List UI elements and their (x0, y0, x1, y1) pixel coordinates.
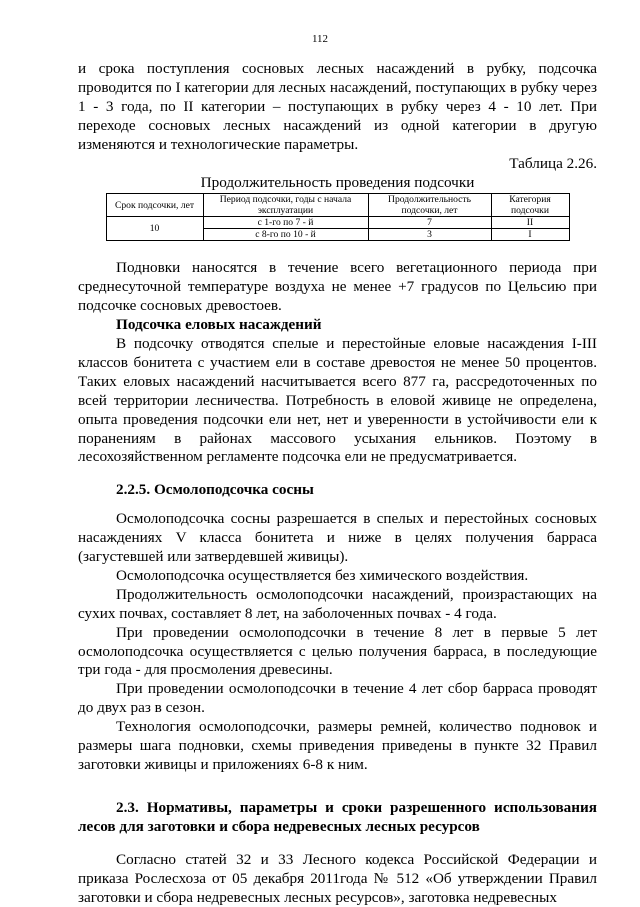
paragraph: При проведении осмолоподсочки в течение 8 лет в первые 5 лет осмолоподсочка осуществляется с целью получения барраса, в последующие три года - для просмоления древесины. (78, 623, 597, 679)
table-header-row (106, 194, 569, 217)
table-cell-duration: 7 (368, 217, 491, 229)
table-header-cell: Период подсочки, годы с начала эксплуатации (203, 194, 368, 217)
table-cell-duration: 3 (368, 229, 491, 241)
table-title: Продолжительность проведения подсочки (200, 174, 475, 192)
paragraph: Технология осмолоподсочки, размеры ремней, количество подновок и размеры шага подновки, схемы приведения приведены в пункте 32 Правил заготовки живицы и приложениях 6-8 к ним. (78, 718, 597, 773)
section-heading: Подсочка еловых насаждений (116, 316, 322, 334)
paragraph: Подновки наносятся в течение всего вегетационного периода при среднесуточной температуре воздуха не менее +7 градусов по Цельсию при подсочке сосновых древостоев. (78, 259, 597, 315)
table-row (106, 217, 569, 229)
paragraph: Осмолоподсочка сосны разрешается в спелых и перестойных сосновых насаждениях V класса бонитета и ниже в целях получения барраса (загустевшей или затвердевшей живицы). (78, 510, 597, 566)
paragraph: При проведении осмолоподсочки в течение 4 лет сбор барраса проводят до двух раз в сезон. (78, 680, 597, 717)
section-heading: 2.2.5. Осмолоподсочка сосны (116, 481, 314, 499)
table-cell-term: 10 (106, 217, 203, 241)
table-label: Таблица 2.26. (509, 154, 597, 172)
table-cell-category: I (491, 229, 569, 241)
table-header-cell: Категория подсочки (491, 194, 569, 217)
page-number: 112 (311, 33, 329, 45)
section-heading: 2.3. Нормативы, параметры и сроки разрешенного использования лесов для заготовки и сбора недревесных лесных ресурсов (78, 798, 597, 835)
document-body (78, 60, 597, 907)
paragraph: Продолжительность осмолоподсочки насаждений, произрастающих на сухих почвах, составляет 8 лет, на заболоченных почвах - 4 года. (78, 585, 597, 622)
paragraph: Осмолоподсочка осуществляется без химического воздействия. (116, 566, 529, 584)
subsoaking-duration-table (106, 193, 570, 241)
table-header-cell: Продолжительность подсочки, лет (368, 194, 491, 217)
table-cell-period: с 1-го по 7 - й (203, 217, 368, 229)
paragraph: Согласно статей 32 и 33 Лесного кодекса Российской Федерации и приказа Рослесхоза от 05 декабря 2011года № 512 «Об утверждении Правил заготовки и сбора недревесных лесных ресурсов», заготовка недревесных (78, 850, 597, 906)
paragraph: В подсочку отводятся спелые и перестойные еловые насаждения I-III классов бонитета с участием ели в составе древостоя не менее 50 процентов. Таких еловых насаждений насчитывается всего 877 га, рассредоточенных по всей территории лесничества. Потребность в еловой живице не определена, опыта проведения подсочки ели нет, нет и уверенности в устойчивости ели к поранениям в районах массового усыхания ельников. Поэтому в лесохозяйственном регламенте подсочка ели не предусматривается. (78, 334, 597, 466)
table-cell-category: II (491, 217, 569, 229)
paragraph: и срока поступления сосновых лесных насаждений в рубку, подсочка проводится по I категории для лесных насаждений, поступающих в рубку через 1 - 3 года, по II категории – поступающих в рубку через 4 - 10 лет. При переходе сосновых лесных насаждений из одной категории в другую изменяются и технологические параметры. (78, 60, 597, 153)
table-header-cell: Срок подсочки, лет (106, 194, 203, 217)
table-cell-period: с 8-го по 10 - й (203, 229, 368, 241)
